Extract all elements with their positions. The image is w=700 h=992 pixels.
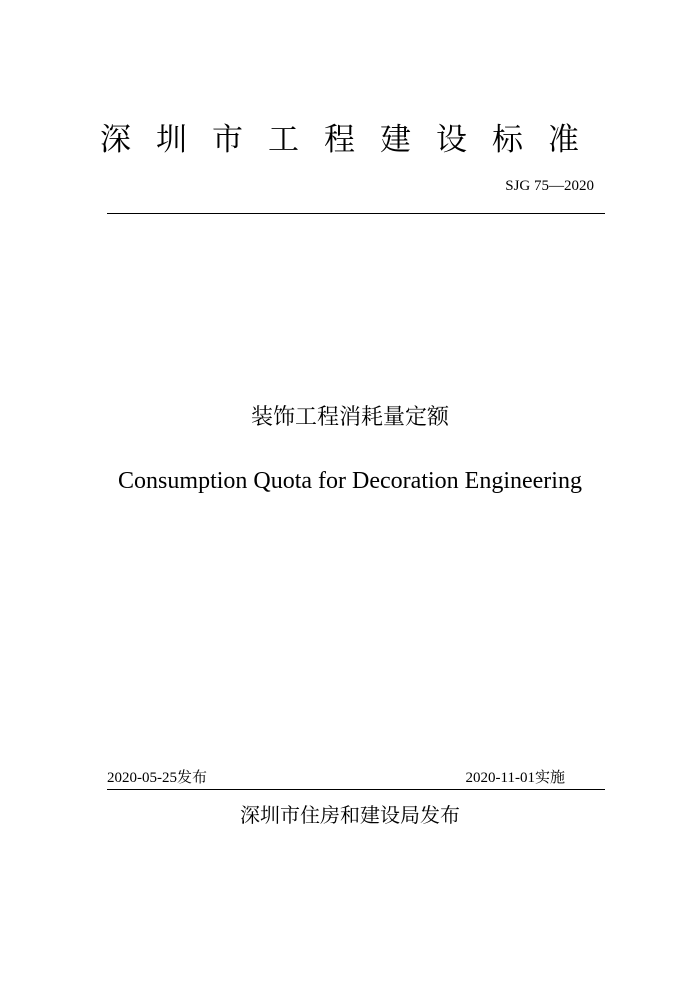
issue-date: 2020-05-25 [107, 770, 177, 786]
bottom-divider [107, 789, 605, 790]
issue-label: 发布 [177, 768, 208, 786]
document-title-chinese: 装饰工程消耗量定额 [250, 405, 449, 430]
issue-date-block [107, 766, 207, 789]
publisher-name: 深圳市住房和建设局发布 [240, 803, 460, 827]
document-title-english: Consumption Quota for Decoration Engineering [118, 468, 582, 494]
top-divider [107, 213, 605, 214]
effective-date: 2020-11-01 [465, 770, 535, 786]
effective-date-block [466, 766, 565, 789]
effective-label: 实施 [534, 768, 565, 786]
date-row [107, 766, 605, 788]
standard-series-title: 深圳市工程建设标准 [100, 122, 604, 158]
standard-code: SJG 75—2020 [505, 178, 594, 194]
